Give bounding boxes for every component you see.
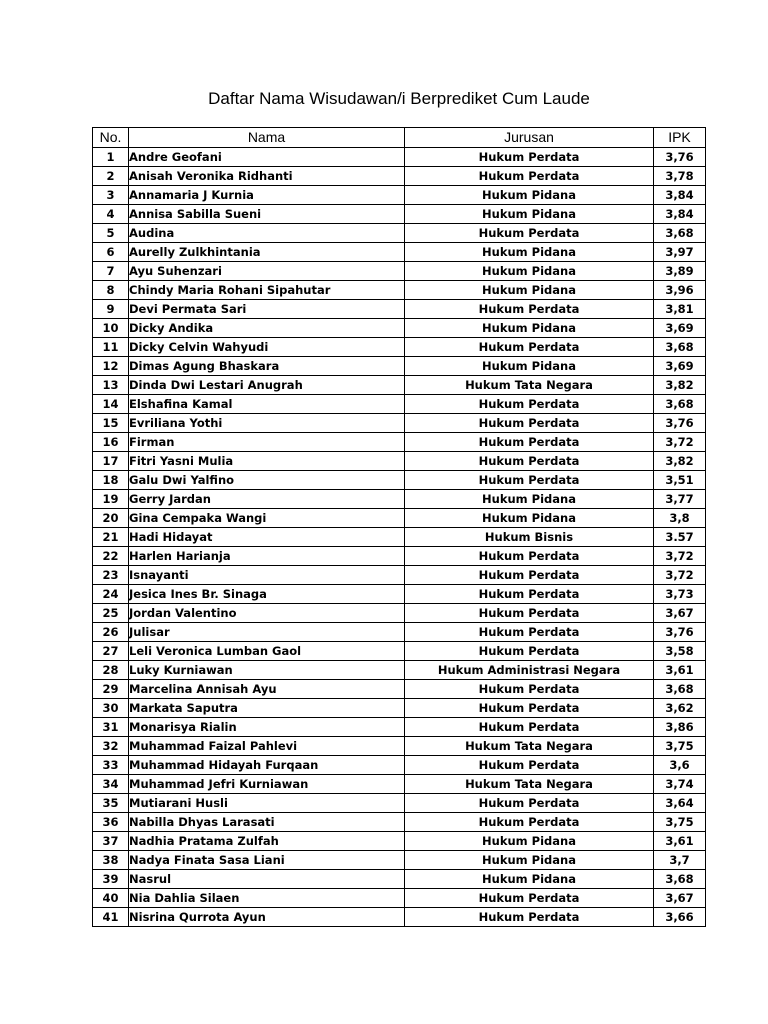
table-row <box>93 338 706 357</box>
student-name: Dicky Andika <box>129 319 405 338</box>
student-name: Evriliana Yothi <box>129 414 405 433</box>
row-number: 11 <box>93 338 129 357</box>
row-number: 2 <box>93 167 129 186</box>
department: Hukum Pidana <box>405 281 654 300</box>
department: Hukum Perdata <box>405 604 654 623</box>
student-name: Harlen Harianja <box>129 547 405 566</box>
table-row <box>93 832 706 851</box>
department: Hukum Tata Negara <box>405 737 654 756</box>
department: Hukum Perdata <box>405 642 654 661</box>
table-row <box>93 490 706 509</box>
student-name: Andre Geofani <box>129 148 405 167</box>
row-number: 25 <box>93 604 129 623</box>
gpa: 3,58 <box>654 642 706 661</box>
table-row <box>93 718 706 737</box>
row-number: 12 <box>93 357 129 376</box>
student-name: Dicky Celvin Wahyudi <box>129 338 405 357</box>
gpa: 3,68 <box>654 338 706 357</box>
table-row <box>93 262 706 281</box>
row-number: 26 <box>93 623 129 642</box>
row-number: 38 <box>93 851 129 870</box>
row-number: 23 <box>93 566 129 585</box>
gpa: 3,75 <box>654 813 706 832</box>
gpa: 3,89 <box>654 262 706 281</box>
row-number: 33 <box>93 756 129 775</box>
column-header-no: No. <box>93 128 129 148</box>
gpa: 3,76 <box>654 148 706 167</box>
department: Hukum Perdata <box>405 471 654 490</box>
table-row <box>93 433 706 452</box>
gpa: 3,68 <box>654 680 706 699</box>
table-row <box>93 414 706 433</box>
department: Hukum Tata Negara <box>405 775 654 794</box>
gpa: 3,68 <box>654 870 706 889</box>
gpa: 3,6 <box>654 756 706 775</box>
student-name: Markata Saputra <box>129 699 405 718</box>
student-name: Devi Permata Sari <box>129 300 405 319</box>
table-row <box>93 528 706 547</box>
table-row <box>93 167 706 186</box>
department: Hukum Perdata <box>405 813 654 832</box>
student-name: Dimas Agung Bhaskara <box>129 357 405 376</box>
row-number: 20 <box>93 509 129 528</box>
department: Hukum Perdata <box>405 224 654 243</box>
table-row <box>93 585 706 604</box>
table-row <box>93 851 706 870</box>
table-row <box>93 680 706 699</box>
row-number: 18 <box>93 471 129 490</box>
page-title: Daftar Nama Wisudawan/i Berprediket Cum Laude <box>208 89 590 108</box>
row-number: 28 <box>93 661 129 680</box>
table-row <box>93 642 706 661</box>
table-row <box>93 148 706 167</box>
row-number: 13 <box>93 376 129 395</box>
row-number: 3 <box>93 186 129 205</box>
table-row <box>93 319 706 338</box>
gpa: 3,73 <box>654 585 706 604</box>
student-name: Nabilla Dhyas Larasati <box>129 813 405 832</box>
table-row <box>93 205 706 224</box>
gpa: 3,68 <box>654 224 706 243</box>
department: Hukum Perdata <box>405 718 654 737</box>
student-name: Chindy Maria Rohani Sipahutar <box>129 281 405 300</box>
row-number: 40 <box>93 889 129 908</box>
row-number: 27 <box>93 642 129 661</box>
department: Hukum Perdata <box>405 908 654 927</box>
table-row <box>93 699 706 718</box>
department: Hukum Pidana <box>405 319 654 338</box>
student-name: Julisar <box>129 623 405 642</box>
student-name: Fitri Yasni Mulia <box>129 452 405 471</box>
gpa: 3,62 <box>654 699 706 718</box>
gpa: 3,82 <box>654 376 706 395</box>
table-row <box>93 243 706 262</box>
column-header-jurusan: Jurusan <box>405 128 654 148</box>
row-number: 36 <box>93 813 129 832</box>
table-row <box>93 186 706 205</box>
gpa: 3,69 <box>654 319 706 338</box>
student-name: Galu Dwi Yalfino <box>129 471 405 490</box>
student-name: Nia Dahlia Silaen <box>129 889 405 908</box>
student-name: Mutiarani Husli <box>129 794 405 813</box>
row-number: 41 <box>93 908 129 927</box>
department: Hukum Pidana <box>405 832 654 851</box>
gpa: 3,78 <box>654 167 706 186</box>
student-name: Annisa Sabilla Sueni <box>129 205 405 224</box>
department: Hukum Perdata <box>405 680 654 699</box>
gpa: 3,74 <box>654 775 706 794</box>
gpa: 3,64 <box>654 794 706 813</box>
student-name: Gina Cempaka Wangi <box>129 509 405 528</box>
gpa: 3,51 <box>654 471 706 490</box>
student-name: Audina <box>129 224 405 243</box>
student-name: Annamaria J Kurnia <box>129 186 405 205</box>
department: Hukum Bisnis <box>405 528 654 547</box>
row-number: 6 <box>93 243 129 262</box>
student-name: Jesica Ines Br. Sinaga <box>129 585 405 604</box>
student-name: Elshafina Kamal <box>129 395 405 414</box>
gpa: 3,84 <box>654 205 706 224</box>
student-name: Isnayanti <box>129 566 405 585</box>
row-number: 10 <box>93 319 129 338</box>
student-name: Jordan Valentino <box>129 604 405 623</box>
department: Hukum Pidana <box>405 243 654 262</box>
gpa: 3,96 <box>654 281 706 300</box>
row-number: 37 <box>93 832 129 851</box>
row-number: 19 <box>93 490 129 509</box>
row-number: 34 <box>93 775 129 794</box>
gpa: 3.57 <box>654 528 706 547</box>
row-number: 22 <box>93 547 129 566</box>
department: Hukum Perdata <box>405 623 654 642</box>
student-name: Muhammad Jefri Kurniawan <box>129 775 405 794</box>
row-number: 29 <box>93 680 129 699</box>
department: Hukum Pidana <box>405 851 654 870</box>
department: Hukum Perdata <box>405 756 654 775</box>
gpa: 3,66 <box>654 908 706 927</box>
row-number: 31 <box>93 718 129 737</box>
student-name: Leli Veronica Lumban Gaol <box>129 642 405 661</box>
table-row <box>93 452 706 471</box>
student-name: Ayu Suhenzari <box>129 262 405 281</box>
gpa: 3,82 <box>654 452 706 471</box>
table-row <box>93 661 706 680</box>
row-number: 16 <box>93 433 129 452</box>
gpa: 3,67 <box>654 889 706 908</box>
table-row <box>93 737 706 756</box>
row-number: 1 <box>93 148 129 167</box>
table-row <box>93 623 706 642</box>
gpa: 3,77 <box>654 490 706 509</box>
department: Hukum Perdata <box>405 452 654 471</box>
table-row <box>93 376 706 395</box>
department: Hukum Perdata <box>405 338 654 357</box>
student-name: Luky Kurniawan <box>129 661 405 680</box>
gpa: 3,76 <box>654 623 706 642</box>
student-name: Muhammad Faizal Pahlevi <box>129 737 405 756</box>
row-number: 21 <box>93 528 129 547</box>
table-row <box>93 547 706 566</box>
table-row <box>93 889 706 908</box>
department: Hukum Pidana <box>405 357 654 376</box>
student-name: Aurelly Zulkhintania <box>129 243 405 262</box>
table-row <box>93 224 706 243</box>
row-number: 8 <box>93 281 129 300</box>
gpa: 3,67 <box>654 604 706 623</box>
gpa: 3,84 <box>654 186 706 205</box>
gpa: 3,69 <box>654 357 706 376</box>
gpa: 3,81 <box>654 300 706 319</box>
table-row <box>93 395 706 414</box>
gpa: 3,72 <box>654 547 706 566</box>
gpa: 3,68 <box>654 395 706 414</box>
department: Hukum Perdata <box>405 167 654 186</box>
department: Hukum Pidana <box>405 870 654 889</box>
gpa: 3,72 <box>654 566 706 585</box>
column-header-nama: Nama <box>129 128 405 148</box>
student-name: Nasrul <box>129 870 405 889</box>
gpa: 3,72 <box>654 433 706 452</box>
table-row <box>93 756 706 775</box>
row-number: 24 <box>93 585 129 604</box>
department: Hukum Pidana <box>405 509 654 528</box>
graduates-table <box>92 127 706 927</box>
student-name: Hadi Hidayat <box>129 528 405 547</box>
gpa: 3,97 <box>654 243 706 262</box>
department: Hukum Perdata <box>405 699 654 718</box>
department: Hukum Administrasi Negara <box>405 661 654 680</box>
student-name: Dinda Dwi Lestari Anugrah <box>129 376 405 395</box>
row-number: 39 <box>93 870 129 889</box>
student-name: Firman <box>129 433 405 452</box>
table-row <box>93 566 706 585</box>
gpa: 3,61 <box>654 832 706 851</box>
table-row <box>93 813 706 832</box>
table-row <box>93 604 706 623</box>
row-number: 5 <box>93 224 129 243</box>
table-body <box>93 148 706 927</box>
department: Hukum Perdata <box>405 547 654 566</box>
department: Hukum Pidana <box>405 186 654 205</box>
column-header-ipk: IPK <box>654 128 706 148</box>
table-row <box>93 870 706 889</box>
row-number: 4 <box>93 205 129 224</box>
department: Hukum Perdata <box>405 395 654 414</box>
table-row <box>93 300 706 319</box>
department: Hukum Perdata <box>405 300 654 319</box>
table-row <box>93 357 706 376</box>
gpa: 3,7 <box>654 851 706 870</box>
student-name: Monarisya Rialin <box>129 718 405 737</box>
gpa: 3,86 <box>654 718 706 737</box>
table-header-row <box>93 128 706 148</box>
row-number: 30 <box>93 699 129 718</box>
gpa: 3,76 <box>654 414 706 433</box>
department: Hukum Perdata <box>405 585 654 604</box>
row-number: 14 <box>93 395 129 414</box>
student-name: Nadya Finata Sasa Liani <box>129 851 405 870</box>
gpa: 3,61 <box>654 661 706 680</box>
department: Hukum Perdata <box>405 433 654 452</box>
row-number: 32 <box>93 737 129 756</box>
student-name: Nisrina Qurrota Ayun <box>129 908 405 927</box>
row-number: 15 <box>93 414 129 433</box>
department: Hukum Pidana <box>405 490 654 509</box>
row-number: 9 <box>93 300 129 319</box>
table-row <box>93 775 706 794</box>
department: Hukum Perdata <box>405 794 654 813</box>
gpa: 3,75 <box>654 737 706 756</box>
gpa: 3,8 <box>654 509 706 528</box>
department: Hukum Perdata <box>405 889 654 908</box>
table-row <box>93 509 706 528</box>
student-name: Nadhia Pratama Zulfah <box>129 832 405 851</box>
department: Hukum Pidana <box>405 262 654 281</box>
department: Hukum Perdata <box>405 148 654 167</box>
table-row <box>93 794 706 813</box>
table-row <box>93 471 706 490</box>
student-name: Gerry Jardan <box>129 490 405 509</box>
student-name: Muhammad Hidayah Furqaan <box>129 756 405 775</box>
row-number: 17 <box>93 452 129 471</box>
table-row <box>93 908 706 927</box>
row-number: 35 <box>93 794 129 813</box>
department: Hukum Perdata <box>405 414 654 433</box>
table-row <box>93 281 706 300</box>
student-name: Marcelina Annisah Ayu <box>129 680 405 699</box>
student-name: Anisah Veronika Ridhanti <box>129 167 405 186</box>
department: Hukum Perdata <box>405 566 654 585</box>
department: Hukum Pidana <box>405 205 654 224</box>
department: Hukum Tata Negara <box>405 376 654 395</box>
row-number: 7 <box>93 262 129 281</box>
